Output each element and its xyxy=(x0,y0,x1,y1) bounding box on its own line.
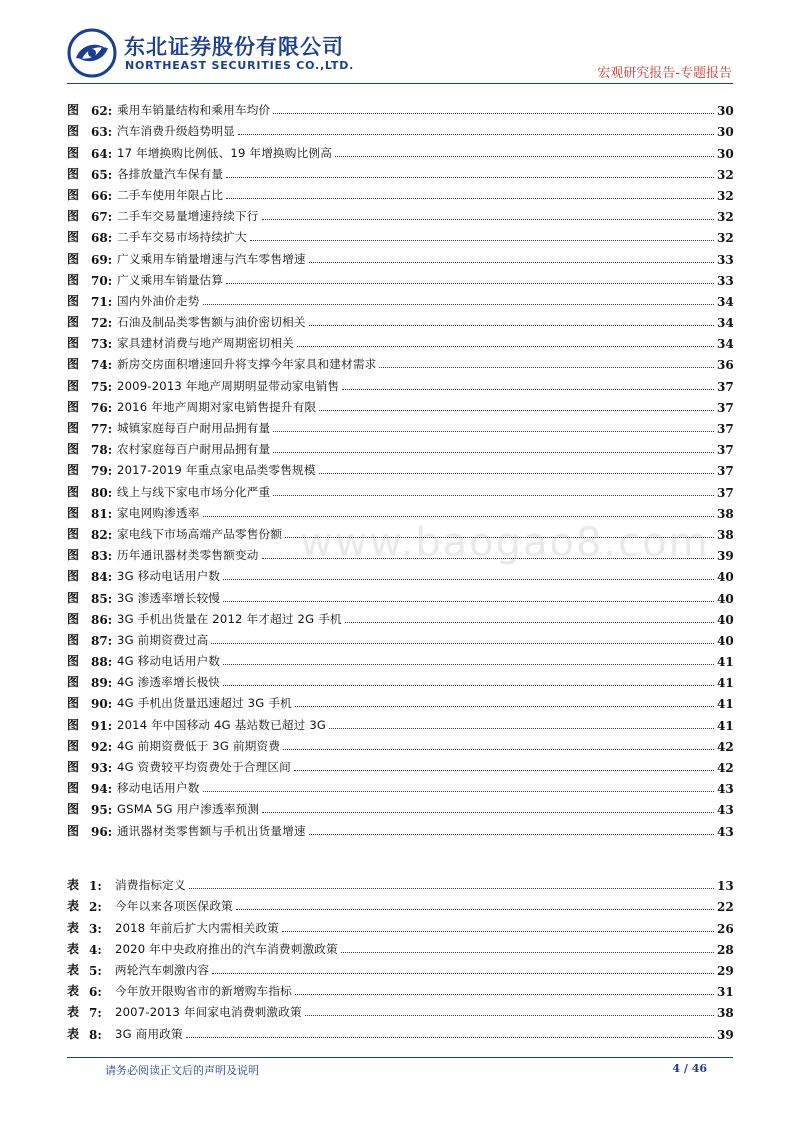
table-label: 表 xyxy=(67,899,80,914)
dot-leader xyxy=(203,791,714,792)
dot-leader xyxy=(203,516,714,517)
dot-leader xyxy=(295,706,714,707)
figure-toc-entry[interactable] xyxy=(67,203,733,224)
figure-toc-entry[interactable] xyxy=(67,457,733,478)
figure-label: 图 xyxy=(67,357,80,372)
figure-label: 图 xyxy=(67,251,80,266)
figure-label: 图 xyxy=(67,632,80,647)
figure-toc-entry[interactable] xyxy=(67,415,733,436)
figure-page-number: 36 xyxy=(717,358,734,373)
dot-leader xyxy=(223,685,714,686)
dot-leader xyxy=(285,537,714,538)
figure-toc-entry[interactable] xyxy=(67,711,733,732)
page-header xyxy=(0,0,800,90)
figure-page-number: 43 xyxy=(717,803,734,818)
figure-page-number: 30 xyxy=(717,104,734,119)
figure-label: 图 xyxy=(67,378,80,393)
table-number: 2: xyxy=(89,900,102,915)
table-number: 3: xyxy=(89,921,102,936)
table-page-number: 13 xyxy=(717,879,734,894)
dot-leader xyxy=(203,304,714,305)
figure-title: 2009-2013 年地产周期明显带动家电销售 xyxy=(117,378,340,393)
figure-label: 图 xyxy=(67,548,80,563)
figure-page-number: 37 xyxy=(717,443,734,458)
table-toc-entry[interactable] xyxy=(67,1020,733,1041)
figure-label: 图 xyxy=(67,484,80,499)
table-number: 6: xyxy=(89,985,102,1000)
table-title: 2020 年中央政府推出的汽车消费刺激政策 xyxy=(115,941,338,956)
figure-page-number: 34 xyxy=(717,294,734,309)
figure-number: 81: xyxy=(91,506,113,521)
figure-number: 70: xyxy=(91,273,113,288)
figure-number: 82: xyxy=(91,527,113,542)
figure-number: 96: xyxy=(91,824,113,839)
figure-page-number: 43 xyxy=(717,824,734,839)
table-toc-entry[interactable] xyxy=(67,893,733,914)
figure-toc-entry[interactable] xyxy=(67,224,733,245)
figure-title: 线上与线下家电市场分化严重 xyxy=(117,484,271,499)
figure-page-number: 41 xyxy=(717,697,734,712)
figure-title: 广义乘用车销量增速与汽车零售增速 xyxy=(117,251,306,266)
figure-title: 历年通讯器材类零售额变动 xyxy=(117,548,259,563)
figure-toc-entry[interactable] xyxy=(67,245,733,266)
figure-toc-entry[interactable] xyxy=(67,627,733,648)
figure-toc-entry[interactable] xyxy=(67,118,733,139)
table-title: 3G 商用政策 xyxy=(115,1026,183,1041)
figure-page-number: 34 xyxy=(717,337,734,352)
figure-number: 69: xyxy=(91,252,113,267)
figure-title: 3G 移动电话用户数 xyxy=(117,569,221,584)
company-name-en: NORTHEAST SECURITIES CO.,LTD. xyxy=(125,59,355,72)
figure-page-number: 40 xyxy=(717,570,734,585)
dot-leader xyxy=(223,664,714,665)
figure-toc-entry[interactable] xyxy=(67,182,733,203)
figure-title: 4G 移动电话用户数 xyxy=(117,654,221,669)
dot-leader xyxy=(309,262,714,263)
dot-leader xyxy=(262,558,714,559)
figure-number: 75: xyxy=(91,379,113,394)
dot-leader xyxy=(273,431,714,432)
dot-leader xyxy=(250,240,714,241)
figure-label: 图 xyxy=(67,802,80,817)
table-page-number: 26 xyxy=(717,921,734,936)
report-type: 宏观研究报告-专题报告 xyxy=(597,66,732,81)
dot-leader xyxy=(186,1037,714,1038)
dot-leader xyxy=(341,952,714,953)
figure-page-number: 32 xyxy=(717,188,734,203)
figure-title: 4G 渗透率增长极快 xyxy=(117,675,221,690)
figure-number: 78: xyxy=(91,443,113,458)
figure-label: 图 xyxy=(67,315,80,330)
table-toc-entry[interactable] xyxy=(67,957,733,978)
figure-label: 图 xyxy=(67,145,80,160)
figure-page-number: 41 xyxy=(717,676,734,691)
figure-label: 图 xyxy=(67,696,80,711)
figure-label: 图 xyxy=(67,103,80,118)
dot-leader xyxy=(379,367,714,368)
dot-leader xyxy=(309,834,714,835)
figure-label: 图 xyxy=(67,421,80,435)
figure-toc-entry[interactable] xyxy=(67,796,733,817)
figure-page-number: 30 xyxy=(717,146,734,161)
figure-number: 77: xyxy=(91,422,113,436)
figure-page-number: 33 xyxy=(717,252,734,267)
figure-title: 4G 资费较平均资费处于合理区间 xyxy=(117,760,291,774)
figure-title: 17 年增换购比例低、19 年增换购比例高 xyxy=(117,145,332,160)
figure-title: 4G 前期资费低于 3G 前期资费 xyxy=(117,738,281,753)
table-title: 两轮汽车刺激内容 xyxy=(115,962,210,977)
figure-label: 图 xyxy=(67,654,80,669)
table-list xyxy=(67,872,733,1042)
figure-label: 图 xyxy=(67,187,80,202)
figure-number: 62: xyxy=(91,104,113,119)
figure-title: 二手车交易市场持续扩大 xyxy=(117,230,247,245)
figure-page-number: 37 xyxy=(717,422,734,436)
figure-number: 76: xyxy=(91,400,113,415)
table-toc-entry[interactable] xyxy=(67,999,733,1020)
dot-leader xyxy=(305,1015,714,1016)
figure-title: 2017-2019 年重点家电品类零售规模 xyxy=(117,463,316,478)
dot-leader xyxy=(223,601,714,602)
figure-label: 图 xyxy=(67,781,80,796)
dot-leader xyxy=(309,325,714,326)
figure-number: 64: xyxy=(91,146,113,161)
figure-toc-entry[interactable] xyxy=(67,690,733,711)
table-toc-entry[interactable] xyxy=(67,936,733,957)
table-title: 2007-2013 年间家电消费刺激政策 xyxy=(115,1005,302,1020)
figure-title: 3G 前期资费过高 xyxy=(117,632,209,647)
figure-toc-entry[interactable] xyxy=(67,606,733,627)
figure-toc-entry[interactable] xyxy=(67,97,733,118)
table-number: 5: xyxy=(89,963,102,978)
table-number: 4: xyxy=(89,942,102,957)
figure-title: 国内外油价走势 xyxy=(117,293,200,308)
figure-number: 85: xyxy=(91,591,113,606)
figure-toc-entry[interactable] xyxy=(67,669,733,690)
dot-leader xyxy=(273,113,714,114)
figure-page-number: 43 xyxy=(717,782,734,797)
figure-title: 移动电话用户数 xyxy=(117,781,200,796)
dot-leader xyxy=(238,134,714,135)
figure-label: 图 xyxy=(67,230,80,245)
figure-title: 广义乘用车销量估算 xyxy=(117,272,224,287)
figure-page-number: 32 xyxy=(717,167,734,182)
figure-number: 73: xyxy=(91,337,113,352)
figure-label: 图 xyxy=(67,463,80,478)
company-name-cn: 东北证券股份有限公司 xyxy=(124,35,344,59)
dot-leader xyxy=(295,994,714,995)
dot-leader xyxy=(345,622,714,623)
figure-title: 家电网购渗透率 xyxy=(117,505,200,520)
figure-label: 图 xyxy=(67,124,80,139)
figure-toc-entry[interactable] xyxy=(67,288,733,309)
figure-page-number: 37 xyxy=(717,400,734,415)
figure-title: 家具建材消费与地产周期密切相关 xyxy=(117,336,294,351)
dot-leader xyxy=(335,156,714,157)
figure-page-number: 41 xyxy=(717,718,734,733)
figure-toc-entry[interactable] xyxy=(67,563,733,584)
table-label: 表 xyxy=(67,1026,80,1041)
figure-title: 城镇家庭每百户耐用品拥有量 xyxy=(117,421,271,435)
table-title: 今年放开限购省市的新增购车指标 xyxy=(115,984,292,999)
figure-page-number: 38 xyxy=(717,527,734,542)
dot-leader xyxy=(273,452,714,453)
dot-leader xyxy=(297,346,714,347)
figure-label: 图 xyxy=(67,675,80,690)
figure-number: 88: xyxy=(91,655,113,670)
figure-toc-entry[interactable] xyxy=(67,775,733,796)
table-page-number: 29 xyxy=(717,963,734,978)
table-label: 表 xyxy=(67,962,80,977)
figure-label: 图 xyxy=(67,209,80,224)
figure-page-number: 40 xyxy=(717,612,734,627)
dot-leader xyxy=(342,389,714,390)
table-label: 表 xyxy=(67,920,80,935)
dot-leader xyxy=(319,473,714,474)
table-number: 1: xyxy=(89,879,102,894)
figure-toc-entry[interactable] xyxy=(67,500,733,521)
figure-toc-entry[interactable] xyxy=(67,648,733,669)
figure-title: 3G 手机出货量在 2012 年才超过 2G 手机 xyxy=(117,611,342,626)
figure-toc-entry[interactable] xyxy=(67,478,733,499)
table-toc-entry[interactable] xyxy=(67,872,733,893)
dot-leader xyxy=(282,931,714,932)
disclaimer-note: 请务必阅读正文后的声明及说明 xyxy=(105,1064,259,1077)
figure-toc-entry[interactable] xyxy=(67,139,733,160)
table-page-number: 39 xyxy=(717,1027,734,1042)
table-title: 消费指标定义 xyxy=(115,878,186,893)
table-label: 表 xyxy=(67,941,80,956)
figure-page-number: 37 xyxy=(717,464,734,479)
table-label: 表 xyxy=(67,984,80,999)
figure-number: 92: xyxy=(91,739,113,754)
figure-title: 二手车使用年限占比 xyxy=(117,187,224,202)
figure-toc-entry[interactable] xyxy=(67,351,733,372)
figure-title: 2014 年中国移动 4G 基站数已超过 3G xyxy=(117,717,327,732)
table-title: 2018 年前后扩大内需相关政策 xyxy=(115,920,279,935)
dot-leader xyxy=(329,728,714,729)
figure-page-number: 34 xyxy=(717,316,734,331)
page-number: 4 / 46 xyxy=(672,1062,707,1075)
dot-leader xyxy=(262,812,714,813)
figure-number: 95: xyxy=(91,803,113,818)
watermark: www.baogao8.com xyxy=(300,520,710,566)
figure-title: 新房交房面积增速回升将支撑今年家具和建材需求 xyxy=(117,357,377,372)
figure-number: 66: xyxy=(91,188,113,203)
figure-page-number: 42 xyxy=(717,739,734,754)
table-number: 7: xyxy=(89,1006,102,1021)
figure-toc-entry[interactable] xyxy=(67,394,733,415)
figure-page-number: 39 xyxy=(717,549,734,564)
dot-leader xyxy=(212,973,714,974)
figure-label: 图 xyxy=(67,166,80,181)
figure-title: 家电线下市场高端产品零售份额 xyxy=(117,526,283,541)
northeast-securities-logo-icon xyxy=(67,28,117,78)
figure-page-number: 30 xyxy=(717,125,734,140)
figure-label: 图 xyxy=(67,569,80,584)
table-toc-entry[interactable] xyxy=(67,914,733,935)
figure-label: 图 xyxy=(67,590,80,605)
figure-label: 图 xyxy=(67,293,80,308)
figure-label: 图 xyxy=(67,738,80,753)
table-label: 表 xyxy=(67,878,80,893)
figure-page-number: 37 xyxy=(717,485,734,500)
dot-leader xyxy=(236,909,714,910)
table-toc-entry[interactable] xyxy=(67,978,733,999)
figure-toc-entry[interactable] xyxy=(67,309,733,330)
figure-toc-entry[interactable] xyxy=(67,521,733,542)
table-number: 8: xyxy=(89,1027,102,1042)
dot-leader xyxy=(223,579,714,580)
figure-title: GSMA 5G 用户渗透率预测 xyxy=(117,802,260,817)
figure-label: 图 xyxy=(67,717,80,732)
table-page-number: 38 xyxy=(717,1006,734,1021)
figure-number: 72: xyxy=(91,316,113,331)
figure-toc-entry[interactable] xyxy=(67,754,733,775)
figure-title: 二手车交易量增速持续下行 xyxy=(117,209,259,224)
table-page-number: 28 xyxy=(717,942,734,957)
figure-page-number: 38 xyxy=(717,506,734,521)
figure-title: 通讯器材类零售额与手机出货量增速 xyxy=(117,823,306,838)
figure-number: 94: xyxy=(91,782,113,797)
figure-label: 图 xyxy=(67,336,80,351)
dot-leader xyxy=(262,219,714,220)
dot-leader xyxy=(226,283,714,284)
figure-toc-entry[interactable] xyxy=(67,542,733,563)
figure-number: 89: xyxy=(91,676,113,691)
dot-leader xyxy=(226,177,714,178)
figure-label: 图 xyxy=(67,611,80,626)
figure-number: 74: xyxy=(91,358,113,373)
dot-leader xyxy=(226,198,714,199)
figure-page-number: 32 xyxy=(717,231,734,246)
figure-toc-entry[interactable] xyxy=(67,161,733,182)
figure-number: 80: xyxy=(91,485,113,500)
figure-list xyxy=(67,97,733,839)
figure-number: 84: xyxy=(91,570,113,585)
figure-number: 93: xyxy=(91,761,113,775)
figure-title: 农村家庭每百户耐用品拥有量 xyxy=(117,442,271,457)
figure-number: 79: xyxy=(91,464,113,479)
figure-page-number: 33 xyxy=(717,273,734,288)
figure-number: 65: xyxy=(91,167,113,182)
figure-number: 91: xyxy=(91,718,113,733)
figure-page-number: 32 xyxy=(717,210,734,225)
figure-toc-entry[interactable] xyxy=(67,436,733,457)
header-divider xyxy=(67,83,733,84)
figure-toc-entry[interactable] xyxy=(67,584,733,605)
figure-number: 86: xyxy=(91,612,113,627)
figure-number: 71: xyxy=(91,294,113,309)
figure-toc-entry[interactable] xyxy=(67,733,733,754)
figure-number: 83: xyxy=(91,549,113,564)
figure-label: 图 xyxy=(67,505,80,520)
figure-toc-entry[interactable] xyxy=(67,372,733,393)
dot-leader xyxy=(189,888,714,889)
figure-label: 图 xyxy=(67,442,80,457)
figure-page-number: 42 xyxy=(717,761,734,775)
figure-label: 图 xyxy=(67,823,80,838)
figure-number: 90: xyxy=(91,697,113,712)
dot-leader xyxy=(211,643,714,644)
figure-title: 4G 手机出货量迅速超过 3G 手机 xyxy=(117,696,292,711)
footer-divider xyxy=(67,1057,733,1058)
figure-page-number: 41 xyxy=(717,655,734,670)
figure-page-number: 37 xyxy=(717,379,734,394)
table-page-number: 22 xyxy=(717,900,734,915)
figure-number: 68: xyxy=(91,231,113,246)
figure-number: 63: xyxy=(91,125,113,140)
table-page-number: 31 xyxy=(717,985,734,1000)
table-title: 今年以来各项医保政策 xyxy=(115,899,233,914)
figure-title: 乘用车销量结构和乘用车均价 xyxy=(117,103,271,118)
figure-title: 石油及制品类零售额与油价密切相关 xyxy=(117,315,306,330)
figure-label: 图 xyxy=(67,272,80,287)
figure-label: 图 xyxy=(67,399,80,414)
figure-title: 各排放量汽车保有量 xyxy=(117,166,224,181)
figure-toc-entry[interactable] xyxy=(67,267,733,288)
figure-title: 汽车消费升级趋势明显 xyxy=(117,124,235,139)
figure-label: 图 xyxy=(67,760,80,774)
table-label: 表 xyxy=(67,1005,80,1020)
figure-page-number: 40 xyxy=(717,633,734,648)
figure-title: 3G 渗透率增长较慢 xyxy=(117,590,221,605)
dot-leader xyxy=(283,749,714,750)
figure-toc-entry[interactable] xyxy=(67,330,733,351)
figure-number: 87: xyxy=(91,633,113,648)
dot-leader xyxy=(319,410,714,411)
dot-leader xyxy=(294,770,714,771)
figure-page-number: 40 xyxy=(717,591,734,606)
figure-number: 67: xyxy=(91,210,113,225)
figure-label: 图 xyxy=(67,526,80,541)
figure-toc-entry[interactable] xyxy=(67,817,733,838)
figure-title: 2016 年地产周期对家电销售提升有限 xyxy=(117,399,317,414)
dot-leader xyxy=(273,495,714,496)
